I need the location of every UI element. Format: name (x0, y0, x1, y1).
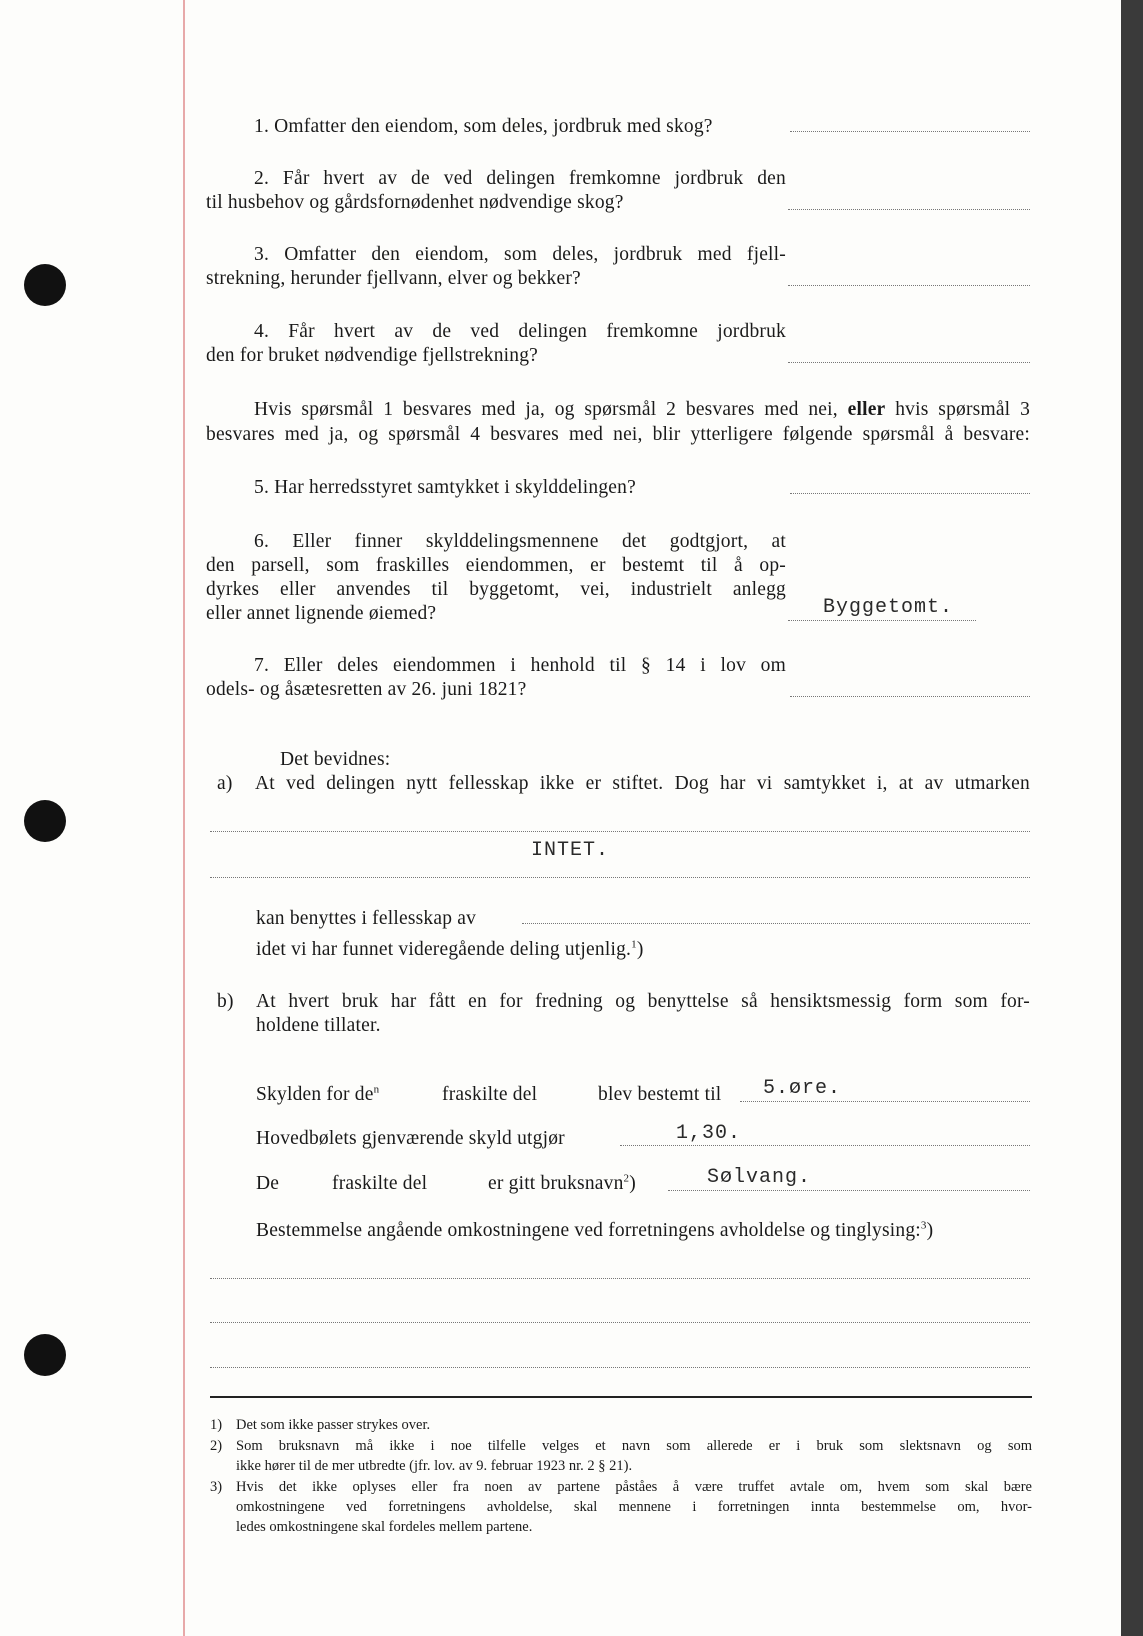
question-3-line-2: strekning, herunder fjellvann, elver og bekker? (206, 268, 581, 289)
answer-line-7[interactable] (790, 696, 1030, 697)
bestemmelse-close-paren: ) (926, 1220, 934, 1241)
footnote-ref-3: 3 (920, 1219, 927, 1232)
question-2-line-2: til husbehov og gårdsfornødenhet nødvendige skog? (206, 192, 624, 213)
attest-a-answer: INTET. (531, 839, 610, 862)
punch-hole (24, 1334, 66, 1376)
answer-line-5[interactable] (790, 493, 1030, 494)
answer-line-cost-3[interactable] (210, 1367, 1030, 1368)
skyld-word-2: fraskilte del (442, 1084, 538, 1105)
margin-rule (183, 0, 185, 1636)
question-3-line-1: 3. Omfatter den eiendom, som deles, jordbruk med fjell- (254, 244, 786, 265)
navn-word-3-text: er gitt bruksnavn (488, 1173, 624, 1194)
answer-line-a3[interactable] (522, 923, 1030, 924)
question-1: 1. Omfatter den eiendom, som deles, jordbruk med skog? (254, 116, 713, 137)
footnote-separator (210, 1396, 1032, 1398)
punch-hole (24, 800, 66, 842)
attest-a-label: a) (217, 773, 233, 794)
attest-a-text: At ved delingen nytt fellesskap ikke er stiftet. Dog har vi samtykket i, at av utmarken (255, 773, 1030, 794)
answer-line-a1[interactable] (210, 831, 1030, 832)
answer-line-6[interactable] (788, 620, 976, 621)
answer-line-skyld[interactable] (740, 1101, 1030, 1102)
footnote-2-line-1: Som bruksnavn må ikke i noe tilfelle velges et navn som allerede er i bruk som slektsnavn og som (236, 1438, 1032, 1454)
question-5: 5. Har herredsstyret samtykket i skylddelingen? (254, 477, 636, 498)
attest-heading: Det bevidnes: (280, 749, 391, 770)
question-7-line-1: 7. Eller deles eiendommen i henhold til § 14 i lov om (254, 655, 786, 676)
answer-line-navn[interactable] (668, 1190, 1030, 1191)
question-6-line-2: den parsell, som fraskilles eiendommen, er bestemt til å op- (206, 555, 786, 576)
attest-a-deemed-text: idet vi har funnet videregående deling utjenlig. (256, 939, 632, 960)
answer-6-value: Byggetomt. (823, 596, 954, 619)
skyld-value: 5.øre. (763, 1077, 842, 1100)
attest-a-deemed: idet vi har funnet videregående deling utjenlig.$^1$) (256, 938, 644, 960)
hoved-label: Hovedbølets gjenværende skyld utgjør (256, 1128, 565, 1149)
punch-hole (24, 264, 66, 306)
footnote-2-line-2: ikke hører til de mer utbredte (jfr. lov. av 9. februar 1923 nr. 2 § 21). (236, 1458, 633, 1474)
condition-text-a: Hvis spørsmål 1 besvares med ja, og spørsmål 2 besvares med nei, (254, 399, 838, 420)
scanner-edge (1121, 0, 1143, 1636)
skyld-word-1-text: Skylden for de (256, 1084, 374, 1105)
attest-b-label: b) (217, 991, 234, 1012)
question-4-line-2: den for bruket nødvendige fjellstrekning? (206, 345, 539, 366)
bestemmelse-text: Bestemmelse angående omkostningene ved forretningens avholdelse og tinglysing: (256, 1220, 921, 1241)
attest-b-line-1: At hvert bruk har fått en for fredning og benyttelse så hensiktsmessig form som for- (256, 991, 1030, 1012)
footnote-3-line-2: omkostningene ved forretningens avholdelse, skal mennene i forretningen innta bestemmelse om, hvor- (236, 1499, 1032, 1515)
navn-close-paren: ) (629, 1173, 636, 1194)
answer-line-hoved[interactable] (620, 1145, 1030, 1146)
question-2-line-1: 2. Får hvert av de ved delingen fremkomne jordbruk den (254, 168, 786, 189)
footnote-1: Det som ikke passer strykes over. (236, 1417, 431, 1433)
attest-b-line-2: holdene tillater. (256, 1015, 381, 1036)
answer-line-2[interactable] (788, 209, 1030, 210)
navn-value: Sølvang. (707, 1166, 812, 1189)
footnote-ref-1: 1 (631, 938, 637, 951)
question-7-line-2: odels- og åsætesretten av 26. juni 1821? (206, 679, 527, 700)
footnote-ref-2: 2 (623, 1172, 630, 1185)
answer-line-1[interactable] (790, 131, 1030, 132)
footnote-2-mark: 2) (210, 1438, 223, 1454)
footnote-3-line-1: Hvis det ikke oplyses eller fra noen av partene påståes å være truffet avtale om, hvem som skal bære (236, 1479, 1032, 1495)
navn-word-1: De (256, 1173, 280, 1194)
navn-word-2: fraskilte del (332, 1173, 428, 1194)
skyld-word-1-sup: n (373, 1083, 380, 1096)
condition-emphasis: eller (847, 399, 886, 420)
answer-line-3[interactable] (788, 285, 1030, 286)
answer-line-a2[interactable] (210, 877, 1030, 878)
question-4-line-1: 4. Får hvert av de ved delingen fremkomne jordbruk (254, 321, 786, 342)
question-6-line-4: eller annet lignende øiemed? (206, 603, 437, 624)
footnote-3-mark: 3) (210, 1479, 223, 1495)
condition-text-c: hvis spørsmål 3 (895, 399, 1031, 420)
footnote-1-mark: 1) (210, 1417, 223, 1433)
footnote-3-line-3: ledes omkostningene skal fordeles mellem partene. (236, 1519, 533, 1535)
answer-line-cost-2[interactable] (210, 1322, 1030, 1323)
question-6-line-3: dyrkes eller anvendes til byggetomt, vei, industrielt anlegg (206, 579, 786, 600)
navn-word-3 (488, 1172, 636, 1196)
answer-line-4[interactable] (788, 362, 1030, 363)
answer-line-cost-1[interactable] (210, 1278, 1030, 1279)
attest-a-common: kan benyttes i fellesskap av (256, 908, 477, 929)
bestemmelse (256, 1219, 933, 1243)
hoved-value: 1,30. (676, 1122, 742, 1145)
skyld-word-3: blev bestemt til (598, 1084, 722, 1105)
condition-line-1 (254, 398, 1030, 422)
skyld-word-1 (256, 1083, 379, 1107)
question-6-line-1: 6. Eller finner skylddelingsmennene det godtgjort, at (254, 531, 786, 552)
condition-line-2: besvares med ja, og spørsmål 4 besvares med nei, blir ytterligere følgende spørsmål å besvare: (206, 424, 1030, 445)
